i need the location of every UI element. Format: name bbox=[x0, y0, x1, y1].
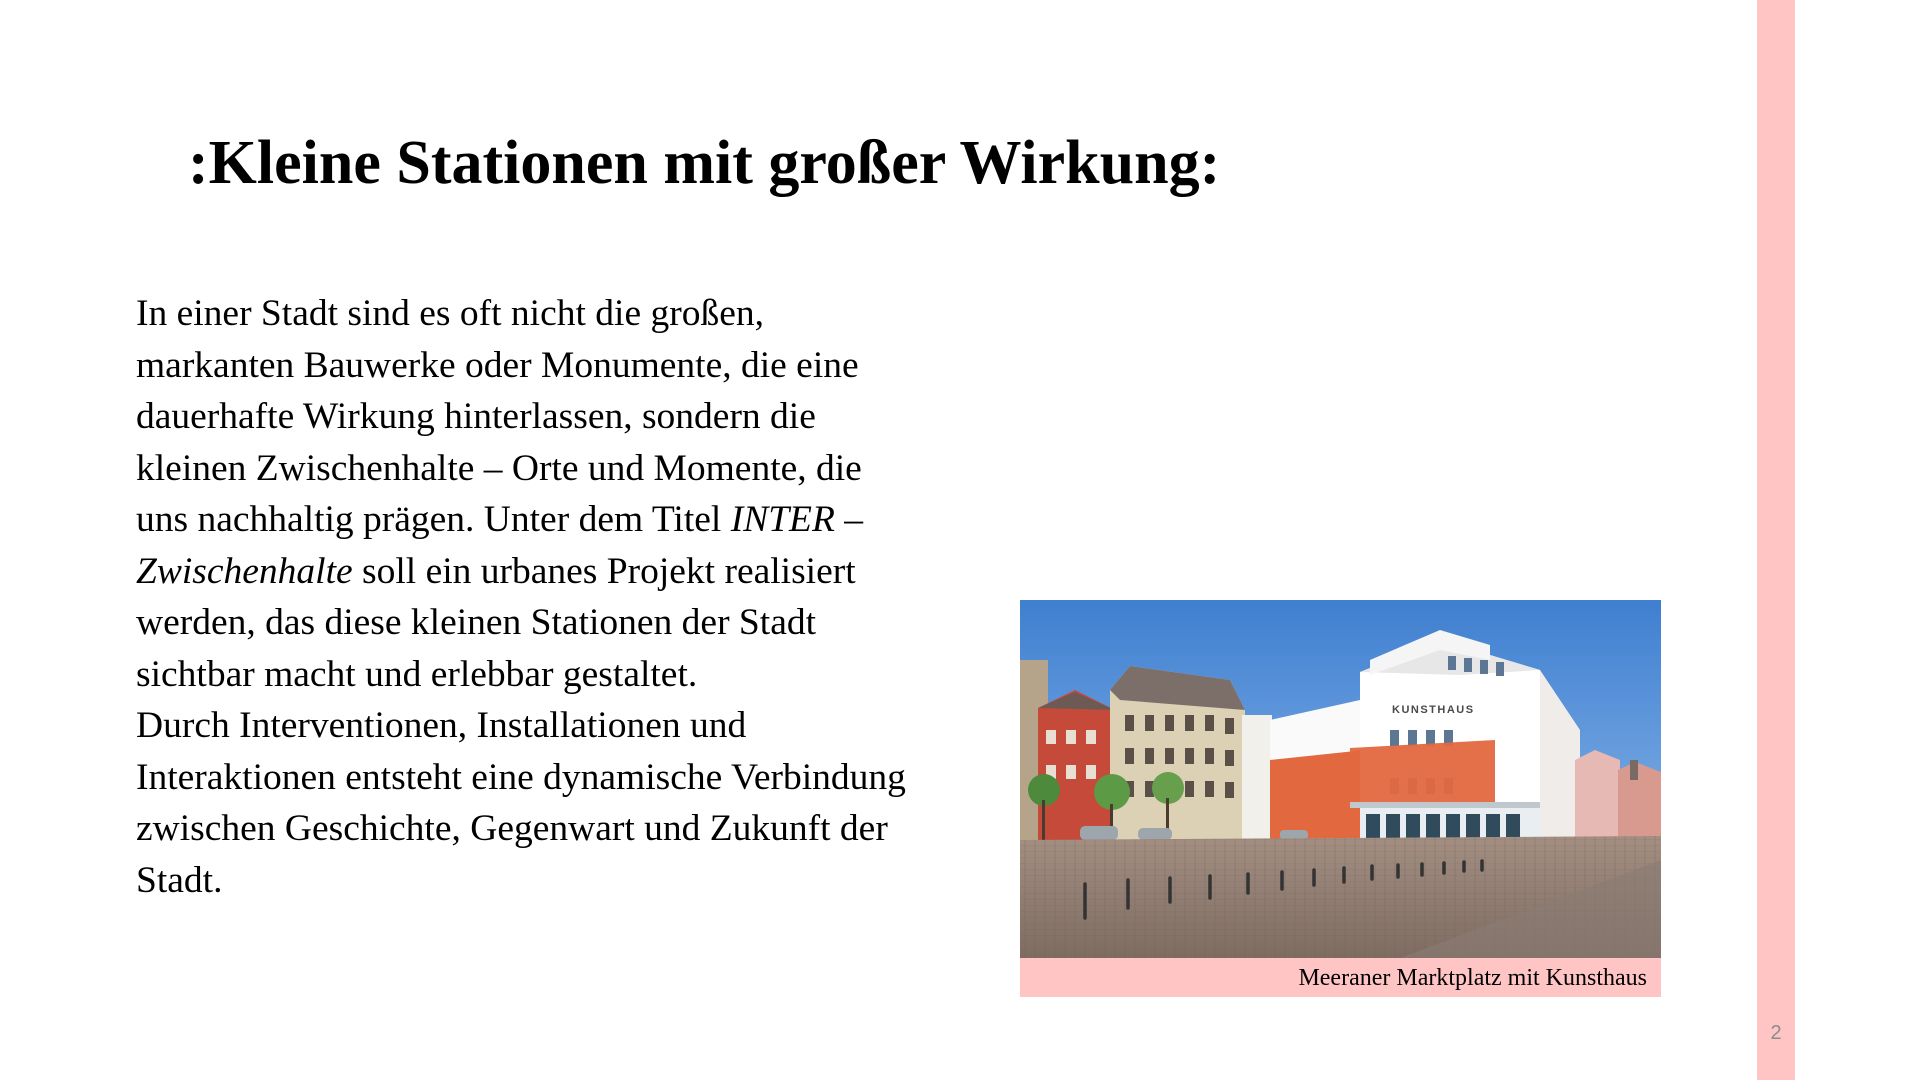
page-number: 2 bbox=[1770, 1022, 1782, 1044]
paragraph-intro-start: In einer Stadt sind es oft nicht die großen, markanten Bauwerke oder Monumente, die eine dauerhafte Wirkung hinterlassen, sondern die kleinen Zwischenhalte – Orte und Momente, die uns nachhaltig prägen. Unter dem Titel bbox=[136, 293, 862, 540]
project-name: INTER – Zwischenhalte bbox=[136, 499, 863, 592]
paragraph-intro bbox=[136, 288, 906, 700]
kunsthaus-sign: KUNSTHAUS bbox=[1392, 704, 1475, 716]
photo-frame bbox=[1020, 600, 1661, 997]
side-accent-bar bbox=[1757, 0, 1795, 1080]
slide-title: :Kleine Stationen mit großer Wirkung: bbox=[188, 129, 1221, 197]
photo-caption: Meeraner Marktplatz mit Kunsthaus bbox=[1298, 965, 1647, 991]
market-square-photo bbox=[1020, 600, 1661, 958]
paragraph-intro-end: soll ein urbanes Projekt realisiert werden, das diese kleinen Stationen der Stadt sichtbar macht und erlebbar gestaltet. bbox=[136, 550, 856, 695]
paragraph-interventions: Durch Interventionen, Installationen und Interaktionen entsteht eine dynamische Verbindung zwischen Geschichte, Gegenwart und Zukunft der Stadt. bbox=[136, 705, 906, 901]
body-text bbox=[136, 288, 906, 906]
